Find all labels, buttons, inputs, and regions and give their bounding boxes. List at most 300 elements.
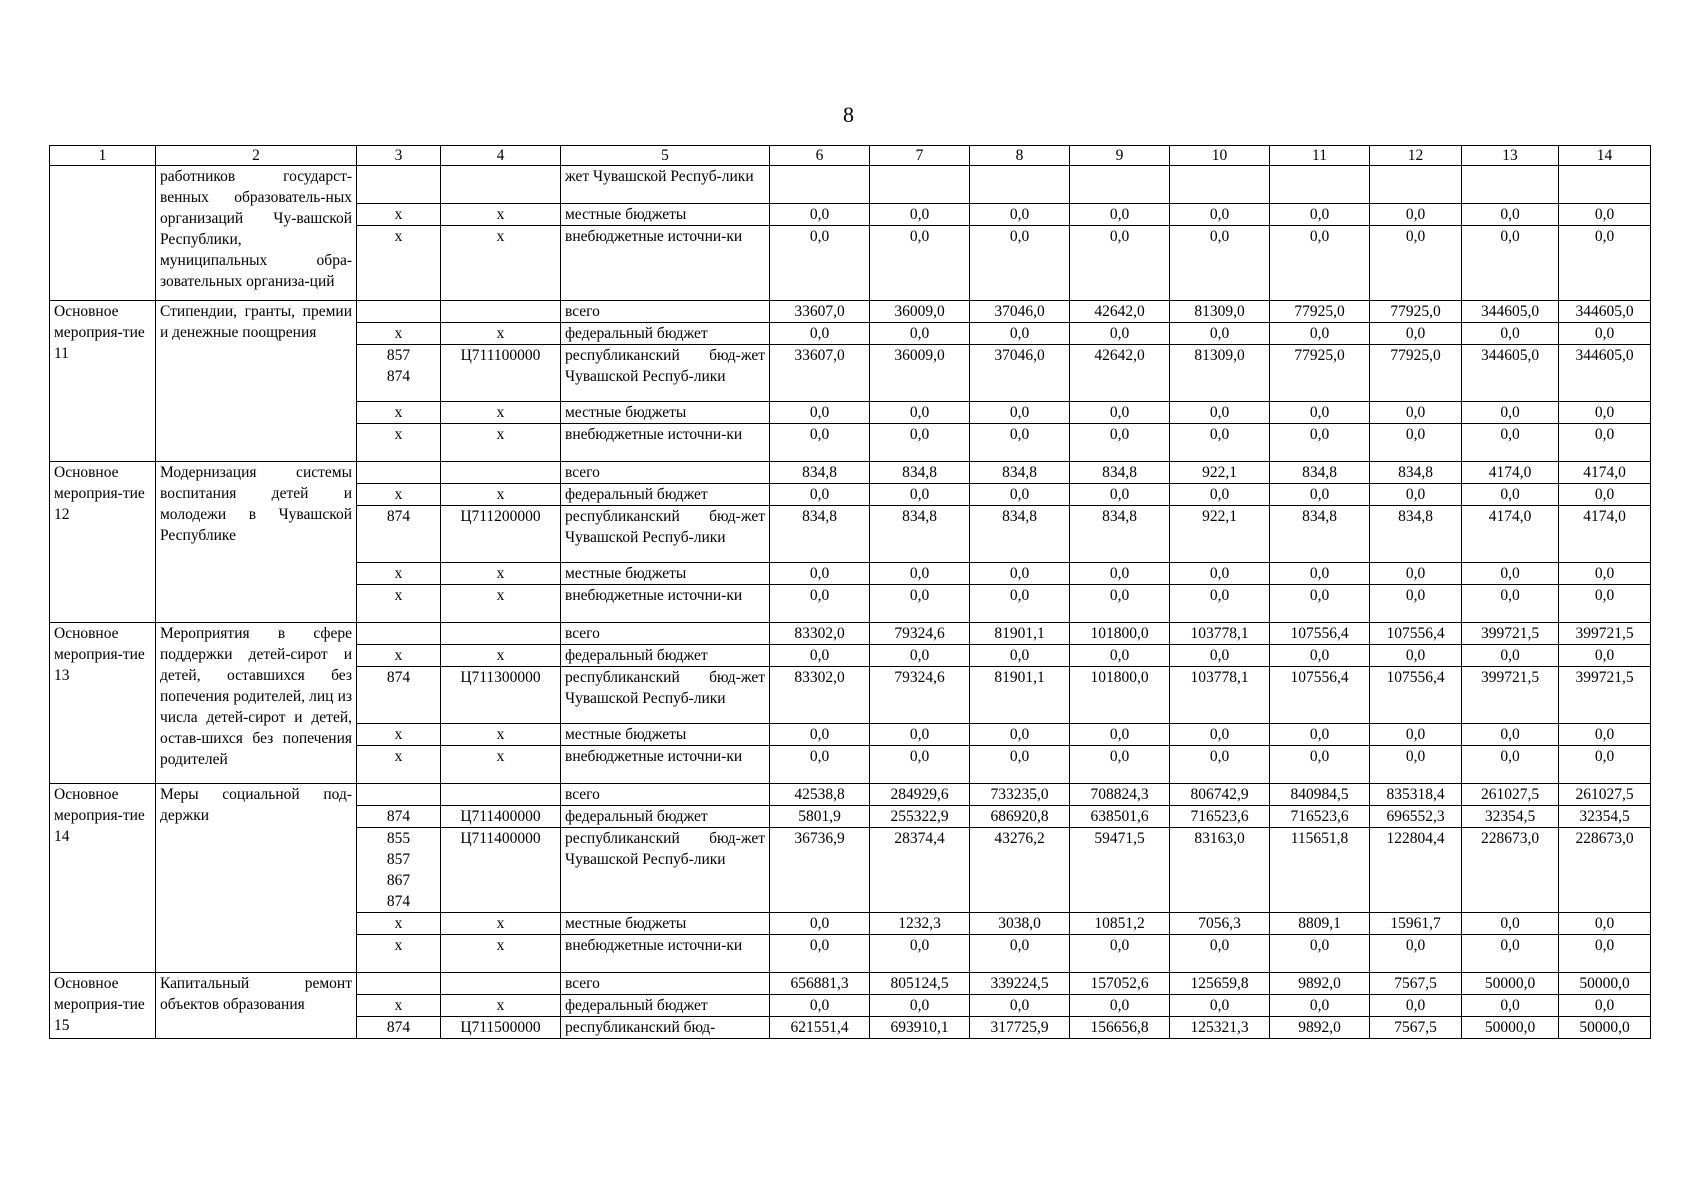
event-name-cell: работников государст-венных образователь-ных организаций Чу-вашской Республики, муниципальных обра-зовательных организа-ций xyxy=(156,166,357,301)
amount-cell: 0,0 xyxy=(1370,484,1462,506)
amount-cell: 83163,0 xyxy=(1170,828,1270,913)
column-number-cell: 4 xyxy=(441,146,561,166)
admin-code-cell: х xyxy=(357,204,441,226)
amount-cell: 0,0 xyxy=(1370,645,1462,667)
amount-cell: 0,0 xyxy=(770,563,870,585)
classifier-code-cell: х xyxy=(441,323,561,345)
amount-cell: 0,0 xyxy=(1270,724,1370,746)
column-number-cell: 12 xyxy=(1370,146,1462,166)
classifier-code-cell: Ц711400000 xyxy=(441,806,561,828)
classifier-code-cell: х xyxy=(441,724,561,746)
amount-cell xyxy=(970,166,1070,204)
amount-cell: 0,0 xyxy=(1070,746,1170,784)
amount-cell: 0,0 xyxy=(1070,226,1170,301)
amount-cell: 716523,6 xyxy=(1270,806,1370,828)
amount-cell: 0,0 xyxy=(1462,724,1559,746)
table-row xyxy=(50,973,1651,995)
event-name-cell: Стипендии, гранты, премии и денежные поощрения xyxy=(156,301,357,462)
amount-cell xyxy=(1370,166,1462,204)
amount-cell: 0,0 xyxy=(1070,563,1170,585)
amount-cell: 834,8 xyxy=(1070,506,1170,563)
amount-cell: 317725,9 xyxy=(970,1017,1070,1039)
funding-source-cell: внебюджетные источни-ки xyxy=(561,424,770,462)
column-number-cell: 11 xyxy=(1270,146,1370,166)
amount-cell: 0,0 xyxy=(1559,724,1651,746)
amount-cell: 43276,2 xyxy=(970,828,1070,913)
amount-cell: 0,0 xyxy=(1170,563,1270,585)
amount-cell: 0,0 xyxy=(870,995,970,1017)
amount-cell: 36009,0 xyxy=(870,345,970,402)
amount-cell: 0,0 xyxy=(1270,563,1370,585)
amount-cell: 0,0 xyxy=(770,935,870,973)
amount-cell: 261027,5 xyxy=(1462,784,1559,806)
amount-cell: 339224,5 xyxy=(970,973,1070,995)
amount-cell: 0,0 xyxy=(1462,484,1559,506)
amount-cell: 399721,5 xyxy=(1559,667,1651,724)
admin-code-cell: х xyxy=(357,746,441,784)
amount-cell: 0,0 xyxy=(1170,995,1270,1017)
amount-cell: 399721,5 xyxy=(1462,623,1559,645)
column-number-row xyxy=(50,146,1651,166)
classifier-code-cell: х xyxy=(441,424,561,462)
amount-cell: 0,0 xyxy=(1559,563,1651,585)
amount-cell: 0,0 xyxy=(1270,746,1370,784)
admin-code-cell: х xyxy=(357,563,441,585)
amount-cell: 0,0 xyxy=(1270,402,1370,424)
amount-cell: 696552,3 xyxy=(1370,806,1462,828)
funding-source-cell: всего xyxy=(561,784,770,806)
amount-cell xyxy=(770,166,870,204)
amount-cell: 81309,0 xyxy=(1170,301,1270,323)
amount-cell: 638501,6 xyxy=(1070,806,1170,828)
amount-cell: 0,0 xyxy=(1559,935,1651,973)
funding-source-cell: всего xyxy=(561,623,770,645)
amount-cell: 0,0 xyxy=(1170,226,1270,301)
amount-cell: 0,0 xyxy=(1370,563,1462,585)
amount-cell xyxy=(870,166,970,204)
admin-code-cell: х xyxy=(357,935,441,973)
amount-cell: 3038,0 xyxy=(970,913,1070,935)
amount-cell: 33607,0 xyxy=(770,345,870,402)
amount-cell: 0,0 xyxy=(1070,724,1170,746)
classifier-code-cell: х xyxy=(441,995,561,1017)
funding-source-cell: республиканский бюд- xyxy=(561,1017,770,1039)
funding-source-cell: республиканский бюд-жет Чувашской Респуб-лики xyxy=(561,828,770,913)
amount-cell: 0,0 xyxy=(1559,913,1651,935)
classifier-code-cell: х xyxy=(441,746,561,784)
amount-cell: 0,0 xyxy=(870,204,970,226)
amount-cell: 0,0 xyxy=(1370,935,1462,973)
column-number-cell: 3 xyxy=(357,146,441,166)
amount-cell: 834,8 xyxy=(970,462,1070,484)
amount-cell: 0,0 xyxy=(770,645,870,667)
amount-cell: 344605,0 xyxy=(1462,345,1559,402)
amount-cell: 0,0 xyxy=(1170,402,1270,424)
amount-cell: 0,0 xyxy=(870,484,970,506)
amount-cell xyxy=(1462,166,1559,204)
table-row xyxy=(50,623,1651,645)
funding-source-cell: местные бюджеты xyxy=(561,913,770,935)
amount-cell: 716523,6 xyxy=(1170,806,1270,828)
table-row xyxy=(50,462,1651,484)
amount-cell: 0,0 xyxy=(1070,424,1170,462)
amount-cell: 77925,0 xyxy=(1270,345,1370,402)
admin-code-cell: х xyxy=(357,724,441,746)
funding-source-cell: всего xyxy=(561,301,770,323)
amount-cell: 0,0 xyxy=(970,724,1070,746)
admin-code-cell xyxy=(357,301,441,323)
amount-cell: 0,0 xyxy=(1270,484,1370,506)
amount-cell: 0,0 xyxy=(1462,563,1559,585)
amount-cell: 0,0 xyxy=(870,226,970,301)
funding-source-cell: внебюджетные источни-ки xyxy=(561,935,770,973)
amount-cell: 0,0 xyxy=(1270,995,1370,1017)
column-number-cell: 14 xyxy=(1559,146,1651,166)
amount-cell: 0,0 xyxy=(970,204,1070,226)
amount-cell: 344605,0 xyxy=(1462,301,1559,323)
amount-cell: 32354,5 xyxy=(1559,806,1651,828)
amount-cell: 9892,0 xyxy=(1270,973,1370,995)
amount-cell: 0,0 xyxy=(1270,424,1370,462)
amount-cell: 0,0 xyxy=(1462,204,1559,226)
amount-cell: 0,0 xyxy=(1070,204,1170,226)
amount-cell: 0,0 xyxy=(870,424,970,462)
amount-cell: 834,8 xyxy=(1370,506,1462,563)
amount-cell: 0,0 xyxy=(1170,585,1270,623)
amount-cell: 83302,0 xyxy=(770,623,870,645)
classifier-code-cell xyxy=(441,301,561,323)
table-row xyxy=(50,301,1651,323)
amount-cell: 0,0 xyxy=(870,724,970,746)
admin-code-cell xyxy=(357,784,441,806)
admin-code-cell: 874 xyxy=(357,506,441,563)
amount-cell: 4174,0 xyxy=(1559,462,1651,484)
budget-table xyxy=(49,145,1651,1039)
amount-cell: 0,0 xyxy=(1370,226,1462,301)
amount-cell: 157052,6 xyxy=(1070,973,1170,995)
funding-source-cell: республиканский бюд-жет Чувашской Респуб-лики xyxy=(561,667,770,724)
admin-code-cell: х xyxy=(357,645,441,667)
amount-cell: 9892,0 xyxy=(1270,1017,1370,1039)
classifier-code-cell xyxy=(441,973,561,995)
column-number-cell: 8 xyxy=(970,146,1070,166)
amount-cell: 0,0 xyxy=(870,645,970,667)
amount-cell: 621551,4 xyxy=(770,1017,870,1039)
admin-code-cell: 874 xyxy=(357,667,441,724)
amount-cell: 834,8 xyxy=(1370,462,1462,484)
amount-cell: 922,1 xyxy=(1170,506,1270,563)
amount-cell: 42538,8 xyxy=(770,784,870,806)
amount-cell: 0,0 xyxy=(1370,746,1462,784)
amount-cell: 0,0 xyxy=(1270,585,1370,623)
amount-cell: 0,0 xyxy=(1270,323,1370,345)
amount-cell: 0,0 xyxy=(1070,484,1170,506)
table-row xyxy=(50,784,1651,806)
amount-cell: 0,0 xyxy=(770,913,870,935)
amount-cell: 0,0 xyxy=(1462,995,1559,1017)
column-number-cell: 13 xyxy=(1462,146,1559,166)
amount-cell: 0,0 xyxy=(770,585,870,623)
amount-cell: 399721,5 xyxy=(1559,623,1651,645)
amount-cell: 33607,0 xyxy=(770,301,870,323)
amount-cell xyxy=(1559,166,1651,204)
amount-cell: 0,0 xyxy=(1559,484,1651,506)
funding-source-cell: федеральный бюджет xyxy=(561,645,770,667)
amount-cell: 0,0 xyxy=(870,746,970,784)
funding-source-cell: жет Чувашской Респуб-лики xyxy=(561,166,770,204)
amount-cell: 77925,0 xyxy=(1270,301,1370,323)
amount-cell: 834,8 xyxy=(770,506,870,563)
amount-cell: 0,0 xyxy=(970,323,1070,345)
funding-source-cell: республиканский бюд-жет Чувашской Респуб-лики xyxy=(561,345,770,402)
amount-cell: 0,0 xyxy=(1370,402,1462,424)
amount-cell: 8809,1 xyxy=(1270,913,1370,935)
amount-cell: 0,0 xyxy=(1270,226,1370,301)
classifier-code-cell: х xyxy=(441,226,561,301)
classifier-code-cell: х xyxy=(441,484,561,506)
amount-cell: 4174,0 xyxy=(1559,506,1651,563)
classifier-code-cell: х xyxy=(441,204,561,226)
classifier-code-cell xyxy=(441,166,561,204)
amount-cell: 50000,0 xyxy=(1462,1017,1559,1039)
admin-code-cell xyxy=(357,166,441,204)
amount-cell: 0,0 xyxy=(1559,204,1651,226)
amount-cell: 0,0 xyxy=(1070,645,1170,667)
amount-cell: 7567,5 xyxy=(1370,1017,1462,1039)
amount-cell: 805124,5 xyxy=(870,973,970,995)
amount-cell: 0,0 xyxy=(870,935,970,973)
amount-cell: 656881,3 xyxy=(770,973,870,995)
amount-cell: 0,0 xyxy=(1270,935,1370,973)
amount-cell xyxy=(1070,166,1170,204)
amount-cell: 0,0 xyxy=(1370,585,1462,623)
amount-cell: 0,0 xyxy=(970,402,1070,424)
amount-cell: 15961,7 xyxy=(1370,913,1462,935)
amount-cell: 0,0 xyxy=(1270,645,1370,667)
column-number-cell: 9 xyxy=(1070,146,1170,166)
amount-cell: 77925,0 xyxy=(1370,345,1462,402)
column-number-cell: 2 xyxy=(156,146,357,166)
amount-cell: 284929,6 xyxy=(870,784,970,806)
amount-cell: 0,0 xyxy=(1559,402,1651,424)
funding-source-cell: местные бюджеты xyxy=(561,204,770,226)
amount-cell: 5801,9 xyxy=(770,806,870,828)
amount-cell: 107556,4 xyxy=(1370,623,1462,645)
amount-cell: 0,0 xyxy=(1559,746,1651,784)
amount-cell: 103778,1 xyxy=(1170,667,1270,724)
funding-source-cell: внебюджетные источни-ки xyxy=(561,746,770,784)
amount-cell: 107556,4 xyxy=(1370,667,1462,724)
amount-cell: 115651,8 xyxy=(1270,828,1370,913)
amount-cell: 36009,0 xyxy=(870,301,970,323)
funding-source-cell: внебюджетные источни-ки xyxy=(561,585,770,623)
amount-cell: 0,0 xyxy=(1559,226,1651,301)
amount-cell: 834,8 xyxy=(970,506,1070,563)
amount-cell: 0,0 xyxy=(1462,402,1559,424)
event-name-cell: Капитальный ремонт объектов образования xyxy=(156,973,357,1039)
amount-cell: 835318,4 xyxy=(1370,784,1462,806)
amount-cell: 834,8 xyxy=(1270,506,1370,563)
amount-cell: 0,0 xyxy=(1170,746,1270,784)
classifier-code-cell: Ц711200000 xyxy=(441,506,561,563)
amount-cell: 4174,0 xyxy=(1462,506,1559,563)
admin-code-cell: 855 857 867 874 xyxy=(357,828,441,913)
amount-cell: 0,0 xyxy=(970,484,1070,506)
amount-cell: 0,0 xyxy=(1070,323,1170,345)
classifier-code-cell: х xyxy=(441,585,561,623)
amount-cell xyxy=(1270,166,1370,204)
amount-cell: 0,0 xyxy=(1070,935,1170,973)
admin-code-cell: х xyxy=(357,585,441,623)
amount-cell: 708824,3 xyxy=(1070,784,1170,806)
amount-cell: 0,0 xyxy=(1270,204,1370,226)
amount-cell: 81901,1 xyxy=(970,667,1070,724)
amount-cell: 125321,3 xyxy=(1170,1017,1270,1039)
amount-cell: 42642,0 xyxy=(1070,301,1170,323)
amount-cell: 0,0 xyxy=(970,995,1070,1017)
admin-code-cell xyxy=(357,973,441,995)
amount-cell: 399721,5 xyxy=(1462,667,1559,724)
amount-cell: 0,0 xyxy=(770,724,870,746)
amount-cell: 122804,4 xyxy=(1370,828,1462,913)
admin-code-cell: х xyxy=(357,995,441,1017)
funding-source-cell: федеральный бюджет xyxy=(561,806,770,828)
amount-cell: 0,0 xyxy=(970,746,1070,784)
amount-cell: 0,0 xyxy=(1370,424,1462,462)
amount-cell: 0,0 xyxy=(870,563,970,585)
funding-source-cell: внебюджетные источни-ки xyxy=(561,226,770,301)
page-number: 8 xyxy=(843,102,854,127)
classifier-code-cell xyxy=(441,462,561,484)
amount-cell: 37046,0 xyxy=(970,301,1070,323)
amount-cell: 834,8 xyxy=(870,462,970,484)
amount-cell: 0,0 xyxy=(770,746,870,784)
amount-cell: 81309,0 xyxy=(1170,345,1270,402)
amount-cell: 0,0 xyxy=(1462,645,1559,667)
amount-cell: 0,0 xyxy=(770,424,870,462)
amount-cell: 50000,0 xyxy=(1462,973,1559,995)
classifier-code-cell: Ц711400000 xyxy=(441,828,561,913)
amount-cell: 0,0 xyxy=(1170,484,1270,506)
amount-cell: 50000,0 xyxy=(1559,1017,1651,1039)
classifier-code-cell: х xyxy=(441,935,561,973)
amount-cell: 101800,0 xyxy=(1070,623,1170,645)
amount-cell: 0,0 xyxy=(1070,585,1170,623)
amount-cell: 228673,0 xyxy=(1462,828,1559,913)
admin-code-cell: х xyxy=(357,484,441,506)
amount-cell: 42642,0 xyxy=(1070,345,1170,402)
admin-code-cell: х xyxy=(357,424,441,462)
amount-cell: 32354,5 xyxy=(1462,806,1559,828)
amount-cell: 83302,0 xyxy=(770,667,870,724)
amount-cell: 0,0 xyxy=(970,645,1070,667)
event-status-cell: Основное мероприя-тие 14 xyxy=(50,784,156,973)
event-status-cell: Основное мероприя-тие 11 xyxy=(50,301,156,462)
amount-cell: 0,0 xyxy=(1070,995,1170,1017)
funding-source-cell: местные бюджеты xyxy=(561,724,770,746)
classifier-code-cell xyxy=(441,623,561,645)
classifier-code-cell: х xyxy=(441,402,561,424)
amount-cell: 0,0 xyxy=(1559,585,1651,623)
column-number-cell: 10 xyxy=(1170,146,1270,166)
amount-cell: 10851,2 xyxy=(1070,913,1170,935)
classifier-code-cell: Ц711300000 xyxy=(441,667,561,724)
amount-cell: 81901,1 xyxy=(970,623,1070,645)
funding-source-cell: федеральный бюджет xyxy=(561,323,770,345)
classifier-code-cell: Ц711500000 xyxy=(441,1017,561,1039)
amount-cell: 0,0 xyxy=(870,402,970,424)
event-name-cell: Модернизация системы воспитания детей и молодежи в Чувашской Республике xyxy=(156,462,357,623)
amount-cell: 107556,4 xyxy=(1270,623,1370,645)
classifier-code-cell: х xyxy=(441,645,561,667)
amount-cell: 125659,8 xyxy=(1170,973,1270,995)
amount-cell: 0,0 xyxy=(770,402,870,424)
amount-cell xyxy=(1170,166,1270,204)
amount-cell: 1232,3 xyxy=(870,913,970,935)
amount-cell: 0,0 xyxy=(1462,226,1559,301)
amount-cell: 0,0 xyxy=(1070,402,1170,424)
column-number-cell: 7 xyxy=(870,146,970,166)
event-status-cell: Основное мероприя-тие 13 xyxy=(50,623,156,784)
amount-cell: 0,0 xyxy=(1170,645,1270,667)
amount-cell: 840984,5 xyxy=(1270,784,1370,806)
classifier-code-cell: Ц711100000 xyxy=(441,345,561,402)
amount-cell: 77925,0 xyxy=(1370,301,1462,323)
admin-code-cell xyxy=(357,462,441,484)
amount-cell: 0,0 xyxy=(1170,323,1270,345)
amount-cell: 0,0 xyxy=(1462,323,1559,345)
amount-cell: 36736,9 xyxy=(770,828,870,913)
amount-cell: 0,0 xyxy=(770,226,870,301)
event-status-cell xyxy=(50,166,156,301)
amount-cell: 261027,5 xyxy=(1559,784,1651,806)
amount-cell: 733235,0 xyxy=(970,784,1070,806)
amount-cell: 0,0 xyxy=(1559,995,1651,1017)
amount-cell: 7056,3 xyxy=(1170,913,1270,935)
amount-cell: 0,0 xyxy=(970,585,1070,623)
amount-cell: 0,0 xyxy=(1170,204,1270,226)
amount-cell: 0,0 xyxy=(1559,645,1651,667)
admin-code-cell: х xyxy=(357,913,441,935)
amount-cell: 0,0 xyxy=(770,995,870,1017)
amount-cell: 0,0 xyxy=(1462,585,1559,623)
amount-cell: 28374,4 xyxy=(870,828,970,913)
amount-cell: 834,8 xyxy=(870,506,970,563)
amount-cell: 834,8 xyxy=(1270,462,1370,484)
amount-cell: 922,1 xyxy=(1170,462,1270,484)
amount-cell: 0,0 xyxy=(1170,724,1270,746)
column-number-cell: 6 xyxy=(770,146,870,166)
admin-code-cell: 857 874 xyxy=(357,345,441,402)
event-name-cell: Меры социальной под-держки xyxy=(156,784,357,973)
funding-source-cell: местные бюджеты xyxy=(561,402,770,424)
funding-source-cell: федеральный бюджет xyxy=(561,995,770,1017)
amount-cell: 834,8 xyxy=(770,462,870,484)
amount-cell: 344605,0 xyxy=(1559,301,1651,323)
classifier-code-cell: х xyxy=(441,563,561,585)
event-name-cell: Мероприятия в сфере поддержки детей-сирот и детей, оставшихся без попечения родителей, лиц из числа детей-сирот и детей, остав-шихся без попечения родителей xyxy=(156,623,357,784)
amount-cell: 107556,4 xyxy=(1270,667,1370,724)
amount-cell: 344605,0 xyxy=(1559,345,1651,402)
amount-cell: 7567,5 xyxy=(1370,973,1462,995)
classifier-code-cell: х xyxy=(441,913,561,935)
amount-cell: 0,0 xyxy=(1370,204,1462,226)
funding-source-cell: республиканский бюд-жет Чувашской Респуб-лики xyxy=(561,506,770,563)
amount-cell: 0,0 xyxy=(770,484,870,506)
amount-cell: 0,0 xyxy=(970,424,1070,462)
column-number-cell: 5 xyxy=(561,146,770,166)
amount-cell: 0,0 xyxy=(1370,724,1462,746)
